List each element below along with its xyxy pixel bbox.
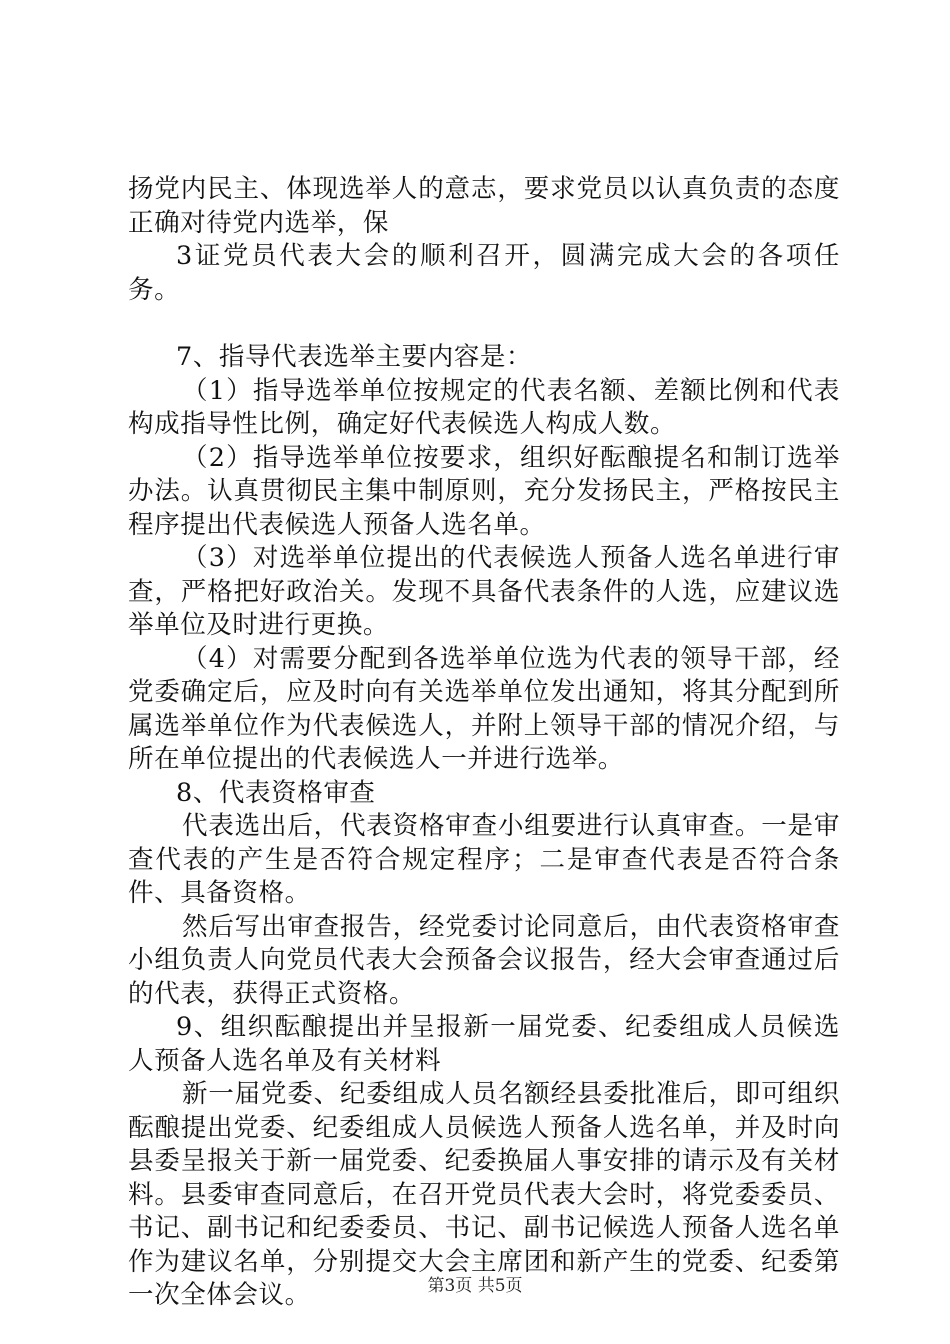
- paragraph: 代表选出后，代表资格审查小组要进行认真审查。一是审查代表的产生是否符合规定程序；二是审查代表是否符合条件、具备资格。: [128, 811, 840, 908]
- paragraph: 新一届党委、纪委组成人员名额经县委批准后，即可组织酝酿提出党委、纪委组成人员候选人预备人选名单，并及时向县委呈报关于新一届党委、纪委换届人事安排的请示及有关材料。县委审查同意后，在召开党员代表大会时，将党委委员、书记、副书记和纪委委员、书记、副书记候选人预备人选名单作为建议名单，分别提交大会主席团和新产生的党委、纪委第一次全体会议。: [128, 1079, 840, 1310]
- paragraph: （2）指导选举单位按要求，组织好酝酿提名和制订选举办法。认真贯彻民主集中制原则，充分发扬民主，严格按民主程序提出代表候选人预备人选名单。: [128, 442, 840, 540]
- paragraph: （1）指导选举单位按规定的代表名额、差额比例和代表构成指导性比例，确定好代表候选人构成人数。: [128, 375, 840, 439]
- paragraph: 扬党内民主、体现选举人的意志，要求党员以认真负责的态度正确对待党内选举，保: [128, 174, 840, 238]
- paragraph: 3证党员代表大会的顺利召开，圆满完成大会的各项任务。: [128, 241, 840, 305]
- section-heading-7: 7、指导代表选举主要内容是：: [176, 342, 533, 372]
- paragraph: （4）对需要分配到各选举单位选为代表的领导干部，经党委确定后，应及时向有关选举单位发出通知，将其分配到所属选举单位作为代表候选人，并附上领导干部的情况介绍，与所在单位提出的代表候选人一并进行选举。: [128, 643, 840, 774]
- section-heading-8: 8、代表资格审查: [176, 777, 376, 808]
- paragraph: 然后写出审查报告，经党委讨论同意后，由代表资格审查小组负责人向党员代表大会预备会议报告，经大会审查通过后的代表，获得正式资格。: [128, 911, 840, 1009]
- paragraph: （3）对选举单位提出的代表候选人预备人选名单进行审查，严格把好政治关。发现不具备代表条件的人选，应建议选举单位及时进行更换。: [128, 543, 840, 640]
- section-heading-9: 9、组织酝酿提出并呈报新一届党委、纪委组成人员候选人预备人选名单及有关材料: [128, 1012, 840, 1076]
- paragraph-gap: [128, 307, 840, 341]
- body-text: [128, 173, 840, 1313]
- page-number-footer: 第3页 共5页: [427, 1276, 523, 1296]
